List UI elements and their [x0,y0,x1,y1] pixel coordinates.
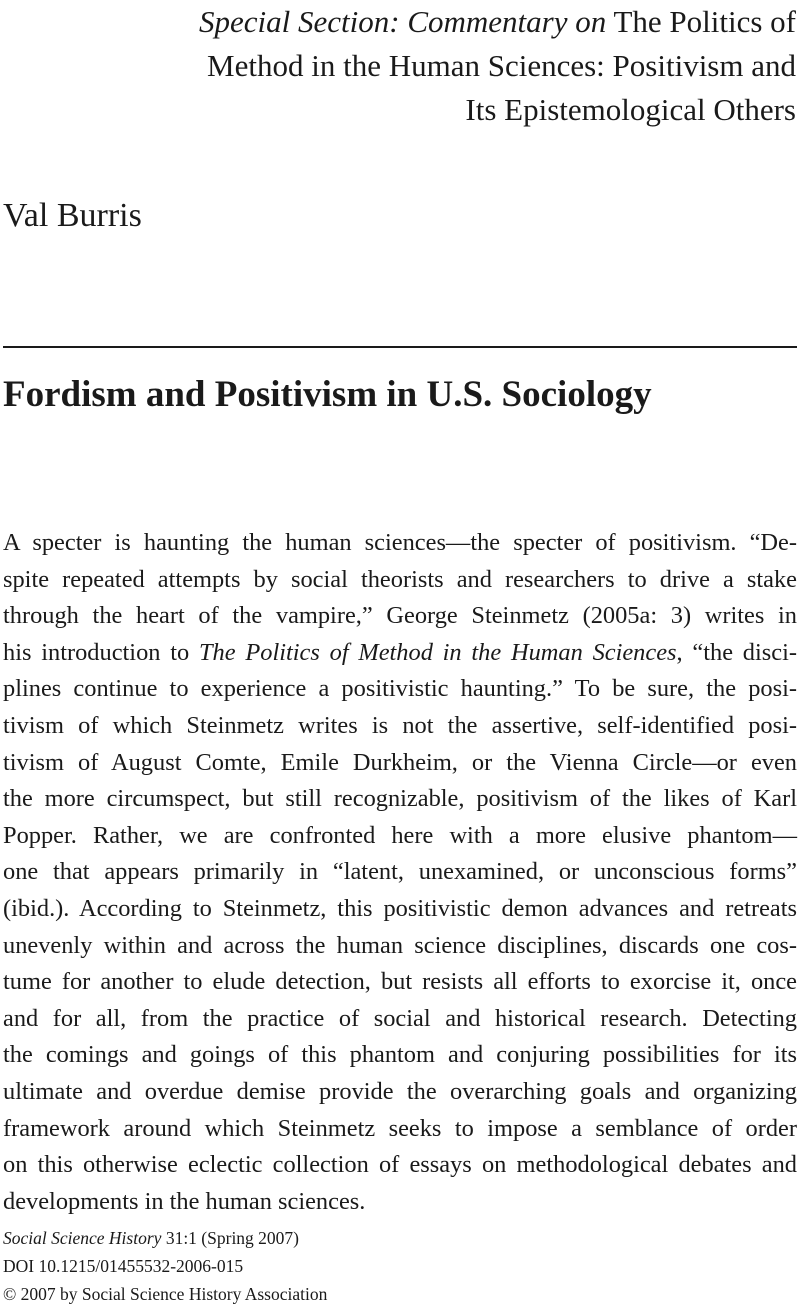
body-line: A specter is haunting the human sciences—the specter of positivism. “De- [3,529,797,556]
author-name: Val Burris [3,197,142,234]
body-line: and for all, from the practice of social and historical research. Detecting [3,1004,797,1032]
section-header-lead: Special Section: Commentary on [199,4,607,39]
body-line: ultimate and overdue demise provide the overarching goals and organizing [3,1077,797,1105]
body-line: the comings and goings of this phantom and conjuring possibilities for its [3,1041,797,1069]
body-line-segment: his introduction to [3,638,199,666]
body-line: framework around which Steinmetz seeks to impose a semblance of order [3,1114,797,1142]
title-divider [3,346,797,348]
body-line: unevenly within and across the human science disciplines, discards one cos- [3,931,797,959]
journal-issue: 31:1 (Spring 2007) [161,1228,300,1248]
section-header-line-3: Its Epistemological Others [465,92,796,127]
body-line-with-book-title [3,635,797,672]
journal-citation [3,1224,327,1252]
doi: DOI 10.1215/01455532-2006-015 [3,1256,244,1276]
body-line-last: developments in the human sciences. [3,1187,366,1215]
body-line: on this otherwise eclectic collection of essays on methodological debates and [3,1151,797,1179]
body-line: one that appears primarily in “latent, unexamined, or unconscious forms” [3,858,797,886]
book-title: The Politics of Method in the Human Sciences [198,638,677,666]
body-line: tivism of August Comte, Emile Durkheim, or the Vienna Circle—or even [3,748,797,776]
article-title: Fordism and Positivism in U.S. Sociology [3,374,652,415]
body-line: through the heart of the vampire,” George Steinmetz (2005a: 3) writes in [3,602,797,630]
section-header-line-1 [96,0,796,44]
body-paragraph [3,525,797,1220]
body-line-segment: , “the disci- [676,638,797,666]
body-line: spite repeated attempts by social theorists and researchers to drive a stake [3,565,797,593]
journal-name: Social Science History [3,1228,162,1248]
section-header [96,0,796,132]
section-header-line-1-rest: The Politics of [613,4,796,39]
body-line: tume for another to elude detection, but resists all efforts to exorcise it, once [3,968,797,996]
body-line: plines continue to experience a positivistic haunting.” To be sure, the posi- [3,675,797,703]
section-header-line-2: Method in the Human Sciences: Positivism and [207,48,796,83]
citation-footer [3,1224,327,1308]
body-line: Popper. Rather, we are confronted here with a more elusive phantom— [3,821,797,849]
body-line: (ibid.). According to Steinmetz, this positivistic demon advances and retreats [3,894,797,922]
body-line: tivism of which Steinmetz writes is not the assertive, self-identified posi- [3,711,797,739]
copyright-notice: © 2007 by Social Science History Association [3,1284,328,1304]
body-line: the more circumspect, but still recognizable, positivism of the likes of Karl [3,785,797,813]
